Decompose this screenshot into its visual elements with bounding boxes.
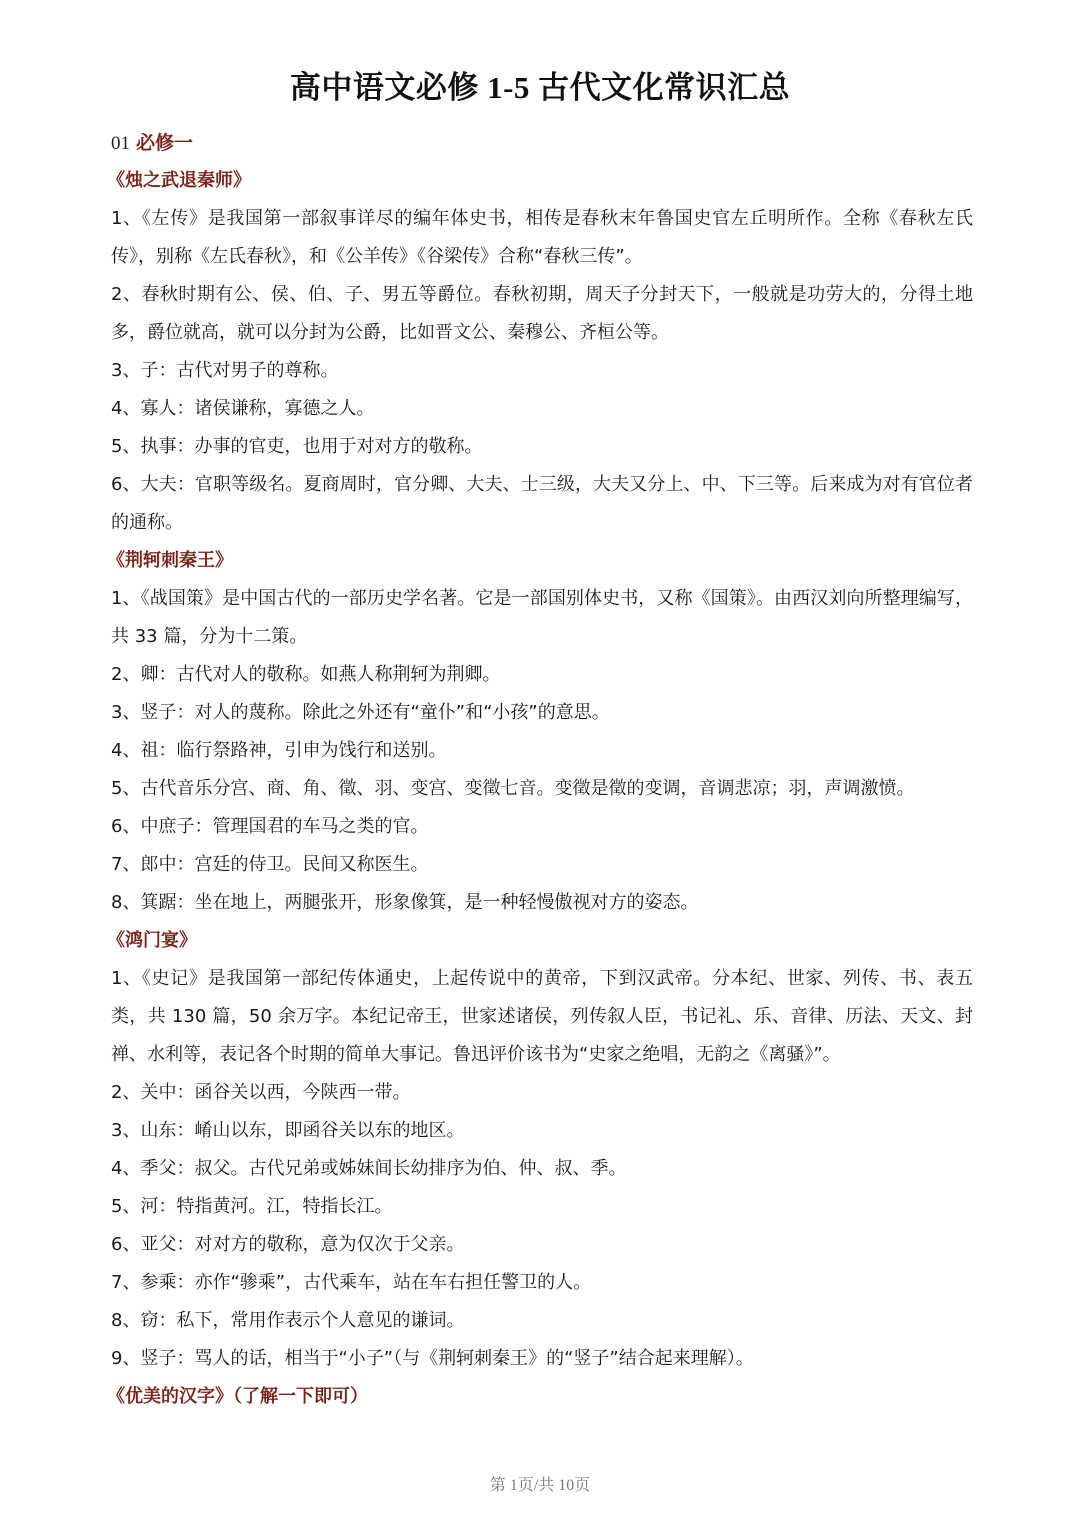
document-content — [107, 124, 973, 1416]
list-item: 2、春秋时期有公、侯、伯、子、男五等爵位。春秋初期，周天子分封天下，一般就是功劳大的，分得土地多，爵位就高，就可以分封为公爵，比如晋文公、秦穆公、齐桓公等。 — [111, 284, 973, 343]
list-item: 5、古代音乐分宫、商、角、徵、羽、变宫、变徵七音。变徵是徵的变调，音调悲凉；羽，声调激愤。 — [111, 778, 915, 799]
list-item: 6、大夫：官职等级名。夏商周时，官分卿、大夫、士三级，大夫又分上、中、下三等。后来成为对有官位者的通称。 — [111, 474, 973, 533]
list-item: 3、子：古代对男子的尊称。 — [111, 360, 339, 381]
list-item: 1、《战国策》是中国古代的一部历史学名著。它是一部国别体史书，又称《国策》。由西汉刘向所整理编写，共 33 篇，分为十二策。 — [111, 588, 973, 647]
list-item: 8、箕踞：坐在地上，两腿张开，形象像箕，是一种轻慢傲视对方的姿态。 — [111, 892, 699, 913]
list-item: 6、亚父：对对方的敬称，意为仅次于父亲。 — [111, 1234, 465, 1255]
list-item: 4、祖：临行祭路神，引申为饯行和送别。 — [111, 740, 447, 761]
section-number: 01 — [111, 133, 130, 154]
list-item: 5、执事：办事的官吏，也用于对对方的敬称。 — [111, 436, 483, 457]
list-item: 7、郎中：宫廷的侍卫。民间又称医生。 — [111, 854, 429, 875]
list-item: 1、《左传》是我国第一部叙事详尽的编年体史书，相传是春秋末年鲁国史官左丘明所作。全称《春秋左氏传》，别称《左氏春秋》，和《公羊传》《谷梁传》合称“春秋三传”。 — [111, 208, 973, 267]
list-item: 4、季父：叔父。古代兄弟或姊妹间长幼排序为伯、仲、叔、季。 — [111, 1158, 627, 1179]
list-item: 8、窃：私下，常用作表示个人意见的谦词。 — [111, 1310, 465, 1331]
list-item: 5、河：特指黄河。江，特指长江。 — [111, 1196, 393, 1217]
lesson-title: 《鸿门宴》 — [107, 930, 197, 951]
document-title: 高中语文必修 1-5 古代文化常识汇总 — [289, 70, 791, 105]
section-title: 必修一 — [136, 132, 194, 154]
page-number: 第 1页/共 10页 — [489, 1477, 591, 1494]
list-item: 3、山东：崤山以东，即函谷关以东的地区。 — [111, 1120, 465, 1141]
list-item: 2、关中：函谷关以西，今陕西一带。 — [111, 1082, 411, 1103]
list-item: 9、竖子：骂人的话，相当于“小子”（与《荆轲刺秦王》的“竖子”结合起来理解）。 — [111, 1348, 754, 1369]
lesson-title: 《荆轲刺秦王》 — [107, 550, 233, 571]
lesson-title: 《优美的汉字》（了解一下即可） — [107, 1386, 368, 1407]
lesson-title: 《烛之武退秦师》 — [107, 170, 251, 191]
list-item: 7、参乘：亦作“骖乘”，古代乘车，站在车右担任警卫的人。 — [111, 1272, 592, 1293]
list-item: 3、竖子：对人的蔑称。除此之外还有“童仆”和“小孩”的意思。 — [111, 702, 610, 723]
list-item: 6、中庶子：管理国君的车马之类的官。 — [111, 816, 429, 837]
list-item: 1、《史记》是我国第一部纪传体通史，上起传说中的黄帝，下到汉武帝。分本纪、世家、列传、书、表五类，共 130 篇，50 余万字。本纪记帝王，世家述诸侯，列传叙人臣，书记礼、乐、音律、历法、天文、封禅、水利等，表记各个时期的简单大事记。鲁迅评价该书为“史家之绝唱，无韵之《离骚》”。 — [111, 968, 973, 1065]
section-heading — [111, 124, 973, 162]
list-item: 2、卿：古代对人的敬称。如燕人称荆轲为荆卿。 — [111, 664, 501, 685]
list-item: 4、寡人：诸侯谦称，寡德之人。 — [111, 398, 375, 419]
